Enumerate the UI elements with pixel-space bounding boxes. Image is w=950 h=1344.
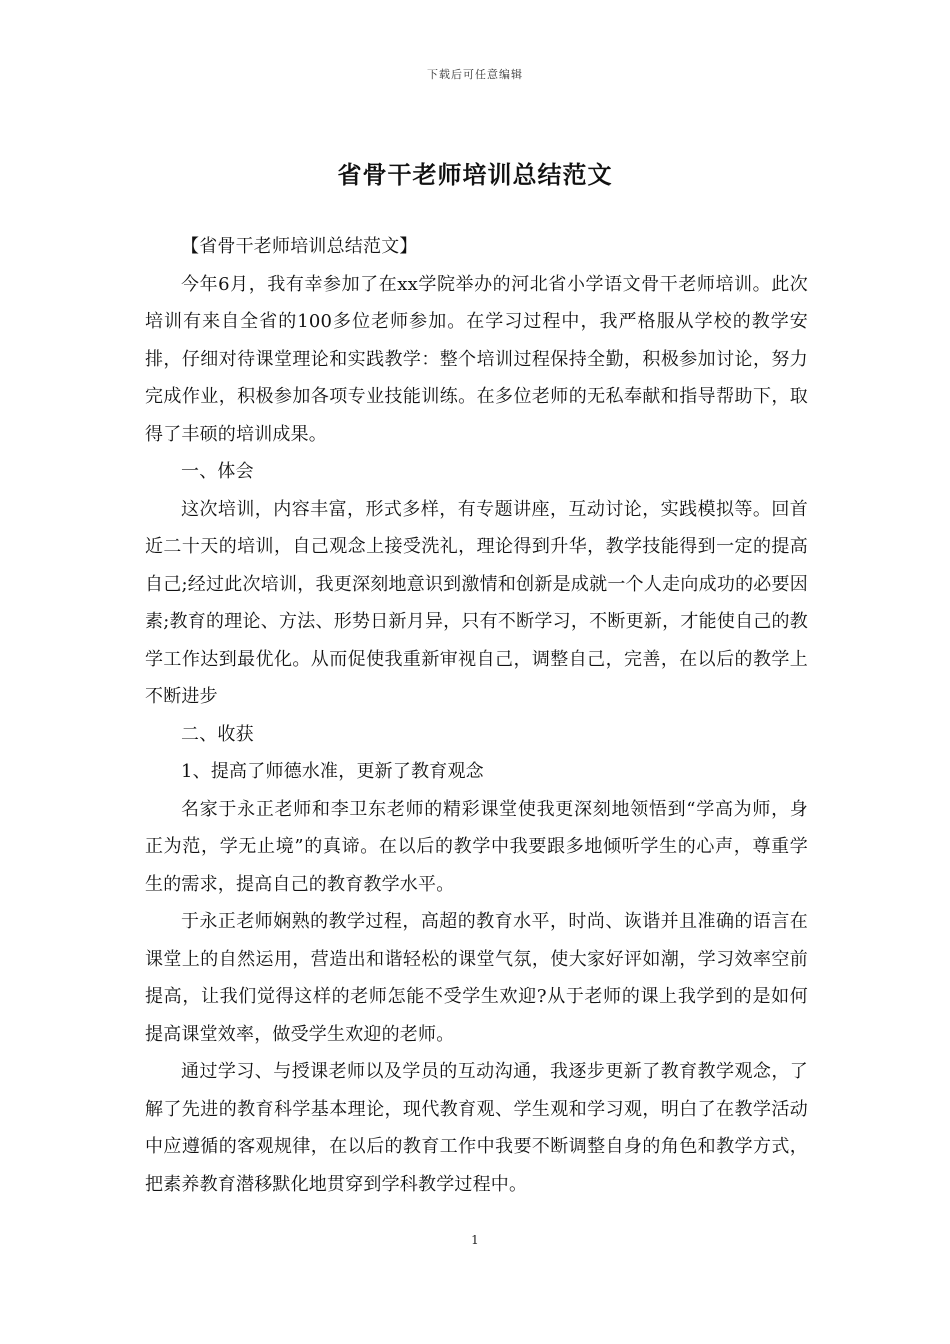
page-number: 1 [471, 1233, 479, 1247]
subheading-ethics: 1、提高了师德水准，更新了教育观念 [181, 761, 484, 782]
section-heading-gains: 二、收获 [181, 723, 254, 745]
paragraph-intro: 今年6月，我有幸参加了在xx学院举办的河北省小学语文骨干老师培训。此次培训有来自全省的100多位老师参加。在学习过程中，我严格服从学校的教学安排，仔细对待课堂理论和实践教学：整个培训过程保持全勤，积极参加讨论，努力完成作业，积极参加各项专业技能训练。在多位老师的无私奉献和指导帮助下，取得了丰硕的培训成果。 [145, 273, 808, 445]
header-note: 下载后可任意编辑 [427, 68, 523, 81]
document-title: 省骨干老师培训总结范文 [337, 160, 613, 189]
paragraph-yu-yongzheng: 于永正老师娴熟的教学过程，高超的教育水平，时尚、诙谐并且准确的语言在课堂上的自然运用，营造出和谐轻松的课堂气氛，使大家好评如潮，学习效率空前提高，让我们觉得这样的老师怎能不受学生欢迎?从于老师的课上我学到的是如何提高课堂效率，做受学生欢迎的老师。 [145, 911, 808, 1045]
paragraph-heading-tag: 【省骨干老师培训总结范文】 [181, 236, 418, 257]
paragraph-concepts: 通过学习、与授课老师以及学员的互动沟通，我逐步更新了教育教学观念，了解了先进的教育科学基本理论，现代教育观、学生观和学习观，明白了在教学活动中应遵循的客观规律，在以后的教育工作中我要不断调整自身的角色和教学方式，把素养教育潜移默化地贯穿到学科教学过程中。 [145, 1061, 808, 1195]
paragraph-famous-teachers: 名家于永正老师和李卫东老师的精彩课堂使我更深刻地领悟到“学高为师，身正为范，学无止境”的真谛。在以后的教学中我要跟多地倾听学生的心声，尊重学生的需求，提高自己的教育教学水平。 [145, 798, 808, 895]
section-heading-experience: 一、体会 [181, 461, 254, 482]
paragraph-experience: 这次培训，内容丰富，形式多样，有专题讲座，互动讨论，实践模拟等。回首近二十天的培训，自己观念上接受洗礼，理论得到升华，教学技能得到一定的提高自己;经过此次培训，我更深刻地意识到激情和创新是成就一个人走向成功的必要因素;教育的理论、方法、形势日新月异，只有不断学习，不断更新，才能使自己的教学工作达到最优化。从而促使我重新审视自己，调整自己，完善，在以后的教学上不断进步 [145, 498, 808, 707]
document-body [145, 228, 808, 1203]
